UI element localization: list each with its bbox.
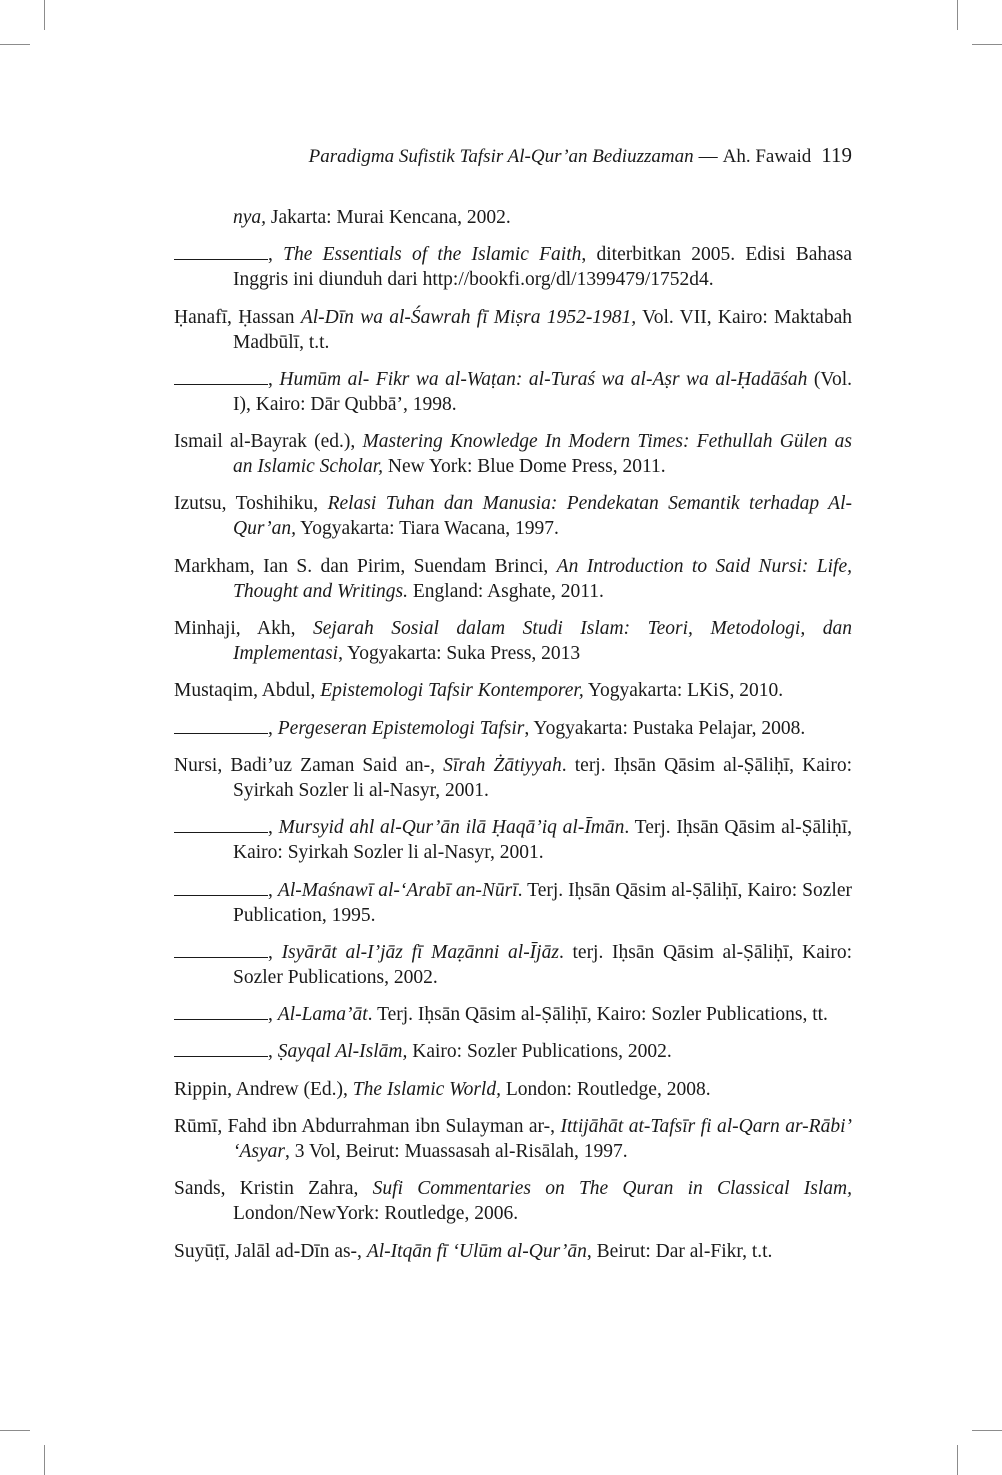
running-header (174, 143, 852, 168)
header-author: Ah. Fawaid (722, 146, 812, 167)
reference-entry: , Pergeseran Epistemologi Tafsir, Yogyakarta: Pustaka Pelajar, 2008. (174, 716, 852, 741)
reference-entry: , The Essentials of the Islamic Faith, diterbitkan 2005. Edisi Bahasa Inggris ini diunduh dari http://bookfi.org/dl/1399479/1752d4. (174, 242, 852, 292)
reference-entry: , Isyārāt al-I’jāz fī Maẓānni al-Ījāz. terj. Iḥsān Qāsim al-Ṣāliḥī, Kairo: Sozler Publications, 2002. (174, 940, 852, 990)
reference-entry: , Humūm al- Fikr wa al-Waṭan: al-Turaś wa al-Aṣr wa al-Ḥadāśah (Vol. I), Kairo: Dār Qubbā’, 1998. (174, 367, 852, 417)
repeat-author-rule (174, 1056, 268, 1057)
repeat-author-rule (174, 733, 268, 734)
crop-mark (957, 1445, 958, 1475)
reference-entry: , Mursyid ahl al-Qur’ān ilā Ḥaqā’iq al-Īmān. Terj. Iḥsān Qāsim al-Ṣāliḥī, Kairo: Syirkah Sozler li al-Nasyr, 2001. (174, 815, 852, 865)
reference-entry: Izutsu, Toshihiku, Relasi Tuhan dan Manusia: Pendekatan Semantik terhadap Al-Qur’an, Yogyakarta: Tiara Wacana, 1997. (174, 493, 852, 540)
reference-entry: Suyūṭī, Jalāl ad-Dīn as-, Al-Itqān fī ‘Ulūm al-Qur’ān, Beirut: Dar al-Fikr, t.t. (174, 1240, 773, 1262)
reference-entry: Ḥanafī, Ḥassan Al-Dīn wa al-Śawrah fī Miṣra 1952-1981, Vol. VII, Kairo: Maktabah Madbūlī, t.t. (174, 306, 852, 353)
reference-entry: Rūmī, Fahd ibn Abdurrahman ibn Sulayman ar-, Ittijāhāt at-Tafsīr fi al-Qarn ar-Rābi’ ‘Asyar, 3 Vol, Beirut: Muassasah al-Risālah, 1997. (174, 1116, 852, 1163)
reference-entry: Sands, Kristin Zahra, Sufi Commentaries on The Quran in Classical Islam, London/NewYork: Routledge, 2006. (174, 1178, 852, 1225)
reference-entry: Rippin, Andrew (Ed.), The Islamic World, London: Routledge, 2008. (174, 1078, 711, 1100)
crop-mark (0, 44, 30, 45)
repeat-author-rule (174, 1019, 268, 1020)
repeat-author-rule (174, 384, 268, 385)
crop-mark (957, 0, 958, 30)
reference-entry: Minhaji, Akh, Sejarah Sosial dalam Studi Islam: Teori, Metodologi, dan Implementasi, Yogyakarta: Suka Press, 2013 (174, 618, 852, 665)
crop-mark (972, 1430, 1002, 1431)
reference-entry: Markham, Ian S. dan Pirim, Suendam Brinci, An Introduction to Said Nursi: Life, Thought and Writings. England: Asghate, 2011. (174, 555, 852, 602)
reference-entry: , Ṣayqal Al-Islām, Kairo: Sozler Publications, 2002. (174, 1039, 852, 1064)
reference-entry: Mustaqim, Abdul, Epistemologi Tafsir Kontemporer, Yogyakarta: LKiS, 2010. (174, 680, 784, 702)
bibliography-list (174, 205, 852, 1276)
crop-mark (0, 1430, 30, 1431)
header-title: Paradigma Sufistik Tafsir Al-Qur’an Bediuzzaman (308, 146, 694, 167)
reference-entry: Nursi, Badi’uz Zaman Said an-, Sīrah Żātiyyah. terj. Iḥsān Qāsim al-Ṣāliḥī, Kairo: Syirkah Sozler li al-Nasyr, 2001. (174, 754, 852, 801)
repeat-author-rule (174, 895, 268, 896)
page-number: 119 (821, 143, 852, 167)
crop-mark (44, 0, 45, 30)
reference-entry: Ismail al-Bayrak (ed.), Mastering Knowledge In Modern Times: Fethullah Gülen as an Islamic Scholar, New York: Blue Dome Press, 2011. (174, 431, 853, 478)
reference-entry: nya, Jakarta: Murai Kencana, 2002. (233, 207, 511, 228)
repeat-author-rule (174, 832, 268, 833)
repeat-author-rule (174, 957, 268, 958)
repeat-author-rule (174, 259, 268, 260)
crop-mark (44, 1445, 45, 1475)
reference-entry: , Al-Lama’āt. Terj. Iḥsān Qāsim al-Ṣāliḥī, Kairo: Sozler Publications, tt. (174, 1002, 852, 1027)
header-separator: — (698, 146, 718, 167)
crop-mark (972, 44, 1002, 45)
reference-entry: , Al-Maśnawī al-‘Arabī an-Nūrī. Terj. Iḥsān Qāsim al-Ṣāliḥī, Kairo: Sozler Publication, 1995. (174, 878, 852, 928)
